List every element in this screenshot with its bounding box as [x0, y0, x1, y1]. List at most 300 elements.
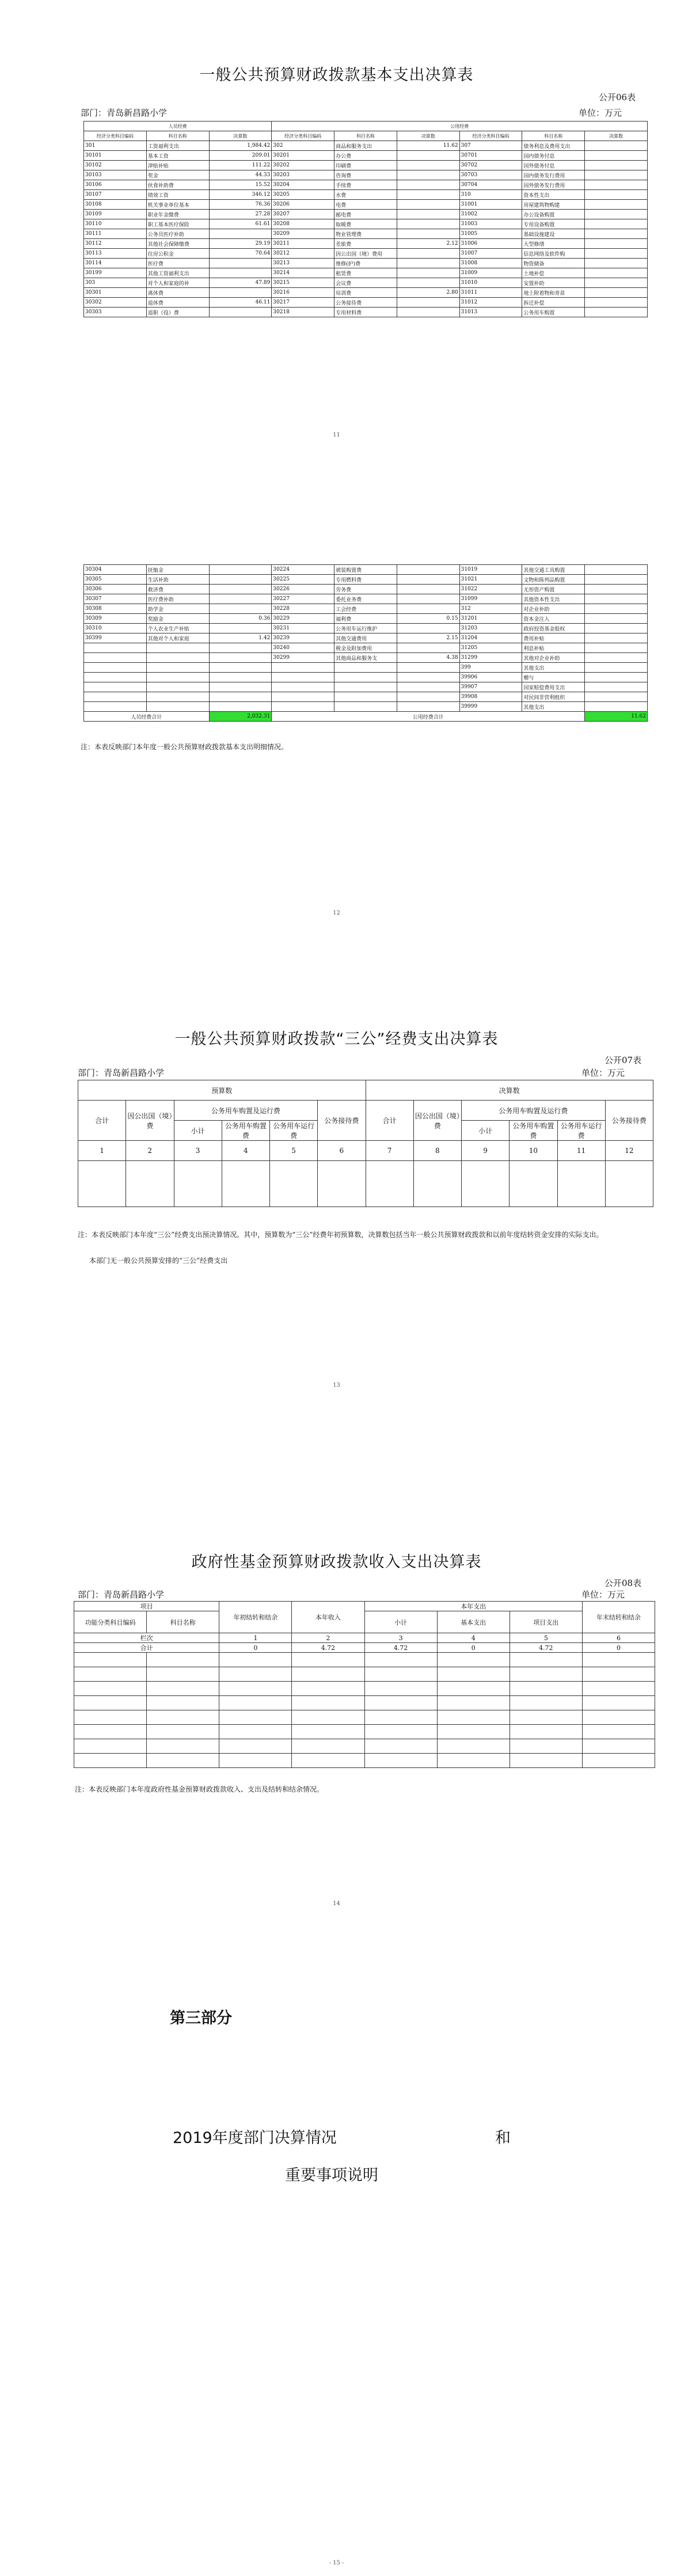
cell: 商品和服务支出 — [334, 141, 397, 151]
part-heading: 第三部分 — [170, 2009, 232, 2027]
section-basic-expense — [0, 0, 673, 518]
cell — [585, 604, 648, 614]
col-car-run: 公务用车运行费 — [557, 1121, 605, 1141]
cell: 31009 — [459, 268, 522, 278]
cell: 30204 — [272, 180, 334, 190]
cell — [209, 702, 272, 712]
cell: 退休费 — [146, 298, 209, 308]
cell — [397, 161, 459, 170]
cell: 30109 — [84, 210, 147, 219]
cell: 手续费 — [334, 180, 397, 190]
cell: 其他支出 — [522, 702, 585, 712]
cell — [146, 663, 209, 673]
table-row — [84, 663, 648, 673]
table-note-2: 本部门无一般公共预算安排的“三公”经费支出 — [89, 1257, 228, 1265]
total-value: 4.72 — [364, 1643, 437, 1653]
cell — [397, 565, 459, 575]
col-car-buy: 公务用车购置费 — [222, 1121, 269, 1141]
col-subtotal: 小计 — [462, 1121, 509, 1141]
cell: 房屋建筑物购建 — [522, 200, 585, 210]
cell: 助学金 — [146, 604, 209, 614]
cell: 30108 — [84, 200, 147, 210]
col-header: 决算数 — [585, 131, 648, 141]
cell: 346.12 — [209, 190, 272, 200]
cell: 30309 — [84, 614, 147, 624]
cell: 76.36 — [209, 200, 272, 210]
table-row — [84, 161, 648, 170]
cell: 31099 — [459, 594, 522, 604]
table-row — [84, 633, 648, 643]
cell: 30703 — [459, 170, 522, 180]
cell — [272, 692, 334, 702]
cell — [209, 575, 272, 585]
col-number: 3 — [174, 1141, 222, 1161]
cell — [209, 663, 272, 673]
cell — [397, 268, 459, 278]
total-value: 4.72 — [292, 1643, 364, 1653]
empty-row — [74, 1667, 655, 1682]
basic-expense-table — [83, 121, 648, 317]
table-row — [84, 604, 648, 614]
col-header: 经济分类科目编码 — [272, 131, 334, 141]
cell: 15.52 — [209, 180, 272, 190]
cell: 30224 — [272, 565, 334, 575]
cell: 302 — [272, 141, 334, 151]
cell — [585, 180, 648, 190]
cell: 61.61 — [209, 219, 272, 229]
empty-row — [74, 1739, 655, 1754]
cell: 住房公积金 — [146, 249, 209, 259]
cell: 30213 — [272, 259, 334, 268]
cell: 津贴补贴 — [146, 161, 209, 170]
col-abroad: 因公出国（境）费 — [413, 1101, 461, 1141]
cell: 印刷费 — [334, 161, 397, 170]
table-row — [84, 200, 648, 210]
cell: 信息网络及软件购 — [522, 249, 585, 259]
cell: 伙食补助费 — [146, 180, 209, 190]
gov-fund-table — [74, 1601, 655, 1768]
cell: 基础设施建设 — [522, 229, 585, 239]
cell: 物资储备 — [522, 259, 585, 268]
cell — [272, 682, 334, 692]
cell: 医疗费 — [146, 259, 209, 268]
table-row — [84, 278, 648, 288]
cell — [585, 268, 648, 278]
col-subtotal: 小计 — [364, 1611, 437, 1633]
cell: 2.80 — [397, 288, 459, 298]
col-number: 2 — [126, 1141, 174, 1161]
cell: 30101 — [84, 151, 147, 161]
total-label: 合计 — [74, 1643, 219, 1653]
total-value: 4.72 — [509, 1643, 582, 1653]
cell: 31003 — [459, 219, 522, 229]
cell: 福利费 — [334, 614, 397, 624]
row-label: 栏次 — [74, 1633, 219, 1643]
col-header: 经济分类科目编码 — [459, 131, 522, 141]
total-public-value: 11.62 — [585, 712, 648, 722]
cell: 31019 — [459, 565, 522, 575]
cell: 30212 — [272, 249, 334, 259]
col-header: 科目名称 — [522, 131, 585, 141]
cell: 30228 — [272, 604, 334, 614]
page-title: 政府性基金预算财政拨款收入支出决算表 — [191, 1553, 482, 1571]
cell: 其他商品和服务支 — [334, 653, 397, 663]
unit-label: 单位：万元 — [581, 1589, 625, 1600]
cell — [585, 692, 648, 702]
cell: 文物和陈列品购置 — [522, 575, 585, 585]
cell: 水费 — [334, 190, 397, 200]
cell — [146, 702, 209, 712]
cell: 资本金注入 — [522, 614, 585, 624]
cell — [146, 682, 209, 692]
cell: 30307 — [84, 594, 147, 604]
cell: 1,984.42 — [209, 141, 272, 151]
col-subtotal: 小计 — [174, 1121, 222, 1141]
page-number: 14 — [333, 1900, 340, 1907]
empty-row — [74, 1725, 655, 1739]
cell — [585, 594, 648, 604]
cell — [585, 682, 648, 692]
cell — [585, 200, 648, 210]
table-row — [84, 614, 648, 624]
cell: 职业年金缴费 — [146, 210, 209, 219]
table-row — [84, 682, 648, 692]
cell — [397, 585, 459, 594]
page-number: 11 — [333, 432, 340, 438]
cell — [585, 249, 648, 259]
cell — [585, 663, 648, 673]
cell — [146, 643, 209, 653]
cell — [209, 604, 272, 614]
heading-line-1-and: 和 — [495, 2129, 511, 2147]
cell: 31021 — [459, 575, 522, 585]
cell: 31006 — [459, 239, 522, 249]
totals-row — [84, 712, 648, 722]
cell: 抚恤金 — [146, 565, 209, 575]
col-number: 2 — [292, 1633, 364, 1643]
cell: 30239 — [272, 633, 334, 643]
col-number: 4 — [222, 1141, 269, 1161]
cell: 地上附着物和青苗 — [522, 288, 585, 298]
cell: 30214 — [272, 268, 334, 278]
cell — [272, 663, 334, 673]
cell — [209, 624, 272, 633]
cell — [397, 249, 459, 259]
cell: 对个人和家庭的补 — [146, 278, 209, 288]
col-number: 5 — [270, 1141, 318, 1161]
cell: 生活补助 — [146, 575, 209, 585]
empty-row — [74, 1653, 655, 1667]
cell: 安置补助 — [522, 278, 585, 288]
cell — [209, 653, 272, 663]
cell — [585, 702, 648, 712]
cell: 30304 — [84, 565, 147, 575]
col-number: 1 — [78, 1141, 126, 1161]
table-row — [84, 288, 648, 298]
cell: 2.12 — [397, 239, 459, 249]
cell — [209, 585, 272, 594]
cell: 国外债务付息 — [522, 161, 585, 170]
cell — [397, 219, 459, 229]
cell: 国内债务发行费用 — [522, 170, 585, 180]
cell: 1.42 — [209, 633, 272, 643]
table-row — [84, 239, 648, 249]
cell: 其他交通工具购置 — [522, 565, 585, 575]
table-row — [84, 219, 648, 229]
cell — [397, 604, 459, 614]
cell: 差旅费 — [334, 239, 397, 249]
cell: 医疗费补助 — [146, 594, 209, 604]
empty-row — [74, 1754, 655, 1768]
cell: 31201 — [459, 614, 522, 624]
cell: 30704 — [459, 180, 522, 190]
cell — [146, 673, 209, 682]
cell: 资本性支出 — [522, 190, 585, 200]
section-three-public — [0, 979, 673, 1486]
cell: 土地补偿 — [522, 268, 585, 278]
cell: 拆迁补偿 — [522, 298, 585, 308]
cell — [334, 682, 397, 692]
cell: 办公设备购置 — [522, 210, 585, 219]
cell: 30110 — [84, 219, 147, 229]
cell: 31022 — [459, 585, 522, 594]
col-code: 功能分类科目编码 — [74, 1611, 147, 1633]
cell: 30310 — [84, 624, 147, 633]
cell — [397, 692, 459, 702]
col-basic: 基本支出 — [437, 1611, 509, 1633]
group-public: 公用经费 — [272, 122, 648, 131]
empty-row — [74, 1710, 655, 1725]
cell: 30206 — [272, 200, 334, 210]
cell: 30303 — [84, 308, 147, 317]
cell: 职工基本医疗保险 — [146, 219, 209, 229]
cell: 电费 — [334, 200, 397, 210]
group-person: 人员经费 — [84, 122, 272, 131]
cell: 其他支出 — [522, 663, 585, 673]
col-begin: 年初结转和结余 — [219, 1602, 292, 1633]
col-number: 11 — [557, 1141, 605, 1161]
cell — [397, 682, 459, 692]
cell: 30114 — [84, 259, 147, 268]
total-person-value: 2,032.31 — [209, 712, 272, 722]
cell: 30203 — [272, 170, 334, 180]
cell: 退职（役）费 — [146, 308, 209, 317]
cell — [585, 308, 648, 317]
cell: 31002 — [459, 210, 522, 219]
table-row — [84, 249, 648, 259]
cell: 大型修缮 — [522, 239, 585, 249]
table-row — [84, 141, 648, 151]
cell — [585, 585, 648, 594]
cell: 30207 — [272, 210, 334, 219]
table-row — [84, 151, 648, 161]
col-number: 6 — [318, 1141, 366, 1161]
cell: 301 — [84, 141, 147, 151]
cell — [209, 308, 272, 317]
cell: 租赁费 — [334, 268, 397, 278]
cell: 303 — [84, 278, 147, 288]
cell: 44.33 — [209, 170, 272, 180]
cell — [585, 278, 648, 288]
col-reception: 公务接待费 — [605, 1101, 653, 1141]
cell: 专用设备购置 — [522, 219, 585, 229]
cell: 30218 — [272, 308, 334, 317]
cell: 物业管理费 — [334, 229, 397, 239]
cell — [334, 663, 397, 673]
cell: 11.62 — [397, 141, 459, 151]
dept-label: 部门：青岛新昌路小学 — [78, 1589, 165, 1600]
cell: 其他对个人和家庭 — [146, 633, 209, 643]
cell: 其他资本性支出 — [522, 594, 585, 604]
cell: 30226 — [272, 585, 334, 594]
col-car-buy: 公务用车购置费 — [509, 1121, 557, 1141]
table-row — [84, 308, 648, 317]
cell: 399 — [459, 663, 522, 673]
cell: 30205 — [272, 190, 334, 200]
cell: 专用材料费 — [334, 308, 397, 317]
cell: 无形资产购置 — [522, 585, 585, 594]
total-value: 0 — [219, 1643, 292, 1653]
cell: 312 — [459, 604, 522, 614]
cell: 30302 — [84, 298, 147, 308]
cell: 利息补贴 — [522, 643, 585, 653]
cell — [84, 673, 147, 682]
cell — [585, 239, 648, 249]
cell: 30305 — [84, 575, 147, 585]
cell — [585, 229, 648, 239]
cell — [209, 643, 272, 653]
cell: 奖金 — [146, 170, 209, 180]
cell — [209, 673, 272, 682]
table-row — [84, 268, 648, 278]
table-row — [84, 190, 648, 200]
cell: 31011 — [459, 288, 522, 298]
cell: 救济费 — [146, 585, 209, 594]
cell: 费用补贴 — [522, 633, 585, 643]
cell: 310 — [459, 190, 522, 200]
cell: 30111 — [84, 229, 147, 239]
cell — [397, 308, 459, 317]
cell: 31013 — [459, 308, 522, 317]
cell — [272, 702, 334, 712]
col-number: 4 — [437, 1633, 509, 1643]
cell: 30231 — [272, 624, 334, 633]
col-number: 6 — [582, 1633, 655, 1643]
table-row — [84, 653, 648, 663]
col-reception: 公务接待费 — [318, 1101, 366, 1141]
cell: 30702 — [459, 161, 522, 170]
page-number: - 15 - — [329, 2560, 344, 2566]
cell: 会议费 — [334, 278, 397, 288]
cell: 31008 — [459, 259, 522, 268]
col-total: 合计 — [78, 1101, 126, 1141]
cell: 公务用车运行维护 — [334, 624, 397, 633]
section-basic-expense-cont — [0, 518, 673, 979]
cell: 税金及附加费用 — [334, 643, 397, 653]
cell: 维修(护)费 — [334, 259, 397, 268]
cell — [146, 692, 209, 702]
page-number: 12 — [333, 910, 340, 916]
cell: 2.15 — [397, 633, 459, 643]
cell — [397, 180, 459, 190]
cell: 30211 — [272, 239, 334, 249]
cell — [146, 653, 209, 663]
cell: 27.28 — [209, 210, 272, 219]
cell: 31012 — [459, 298, 522, 308]
cell: 个人农业生产补贴 — [146, 624, 209, 633]
cell: 0.36 — [209, 614, 272, 624]
col-name: 科目名称 — [147, 1611, 219, 1633]
cell: 专用燃料费 — [334, 575, 397, 585]
cell — [209, 692, 272, 702]
cell: 111.22 — [209, 161, 272, 170]
cell — [585, 614, 648, 624]
cell: 31007 — [459, 249, 522, 259]
cell: 31299 — [459, 653, 522, 663]
col-header: 科目名称 — [334, 131, 397, 141]
page-number: 13 — [333, 1382, 340, 1388]
col-header: 经济分类科目编码 — [84, 131, 147, 141]
cell: 30216 — [272, 288, 334, 298]
cell: 30229 — [272, 614, 334, 624]
cell: 其他社会保障缴费 — [146, 239, 209, 249]
cell — [397, 151, 459, 161]
col-abroad: 因公出国（境）费 — [126, 1101, 174, 1141]
cell — [397, 643, 459, 653]
table-row — [84, 673, 648, 682]
table-row — [84, 565, 648, 575]
table-row — [84, 180, 648, 190]
cell: 因公出国（境）费用 — [334, 249, 397, 259]
cell: 209.01 — [209, 151, 272, 161]
cell — [334, 673, 397, 682]
col-number: 3 — [364, 1633, 437, 1643]
cell: 机关事业单位基本 — [146, 200, 209, 210]
cell — [397, 259, 459, 268]
table-note: 注：本表反映部门本年度“三公”经费支出预决算情况。其中，预算数为“三公”经费年初预算数，决算数包括当年一般公共预算财政拨款和以前年度结转资金安排的实际支出。 — [78, 1231, 603, 1239]
cell: 培训费 — [334, 288, 397, 298]
col-total: 合计 — [366, 1101, 413, 1141]
col-car-run: 公务用车运行费 — [270, 1121, 318, 1141]
cell: 劳务费 — [334, 585, 397, 594]
cell: 对企业补助 — [522, 604, 585, 614]
unit-label: 单位：万元 — [579, 108, 622, 118]
table-row — [84, 259, 648, 268]
cell: 30201 — [272, 151, 334, 161]
cell — [585, 653, 648, 663]
col-number: 12 — [605, 1141, 653, 1161]
cell: 赠与 — [522, 673, 585, 682]
cell — [84, 702, 147, 712]
cell — [397, 575, 459, 585]
table-row — [84, 594, 648, 604]
col-number: 1 — [219, 1633, 292, 1643]
table-row — [84, 170, 648, 180]
cell — [397, 298, 459, 308]
cell: 奖励金 — [146, 614, 209, 624]
cell — [397, 170, 459, 180]
cell — [209, 229, 272, 239]
cell — [585, 141, 648, 151]
col-item: 项目 — [74, 1602, 219, 1611]
cell — [397, 278, 459, 288]
budget-header: 预算数 — [78, 1080, 366, 1101]
cell — [585, 565, 648, 575]
cell — [585, 219, 648, 229]
cell — [397, 200, 459, 210]
cell — [209, 288, 272, 298]
cell: 30208 — [272, 219, 334, 229]
